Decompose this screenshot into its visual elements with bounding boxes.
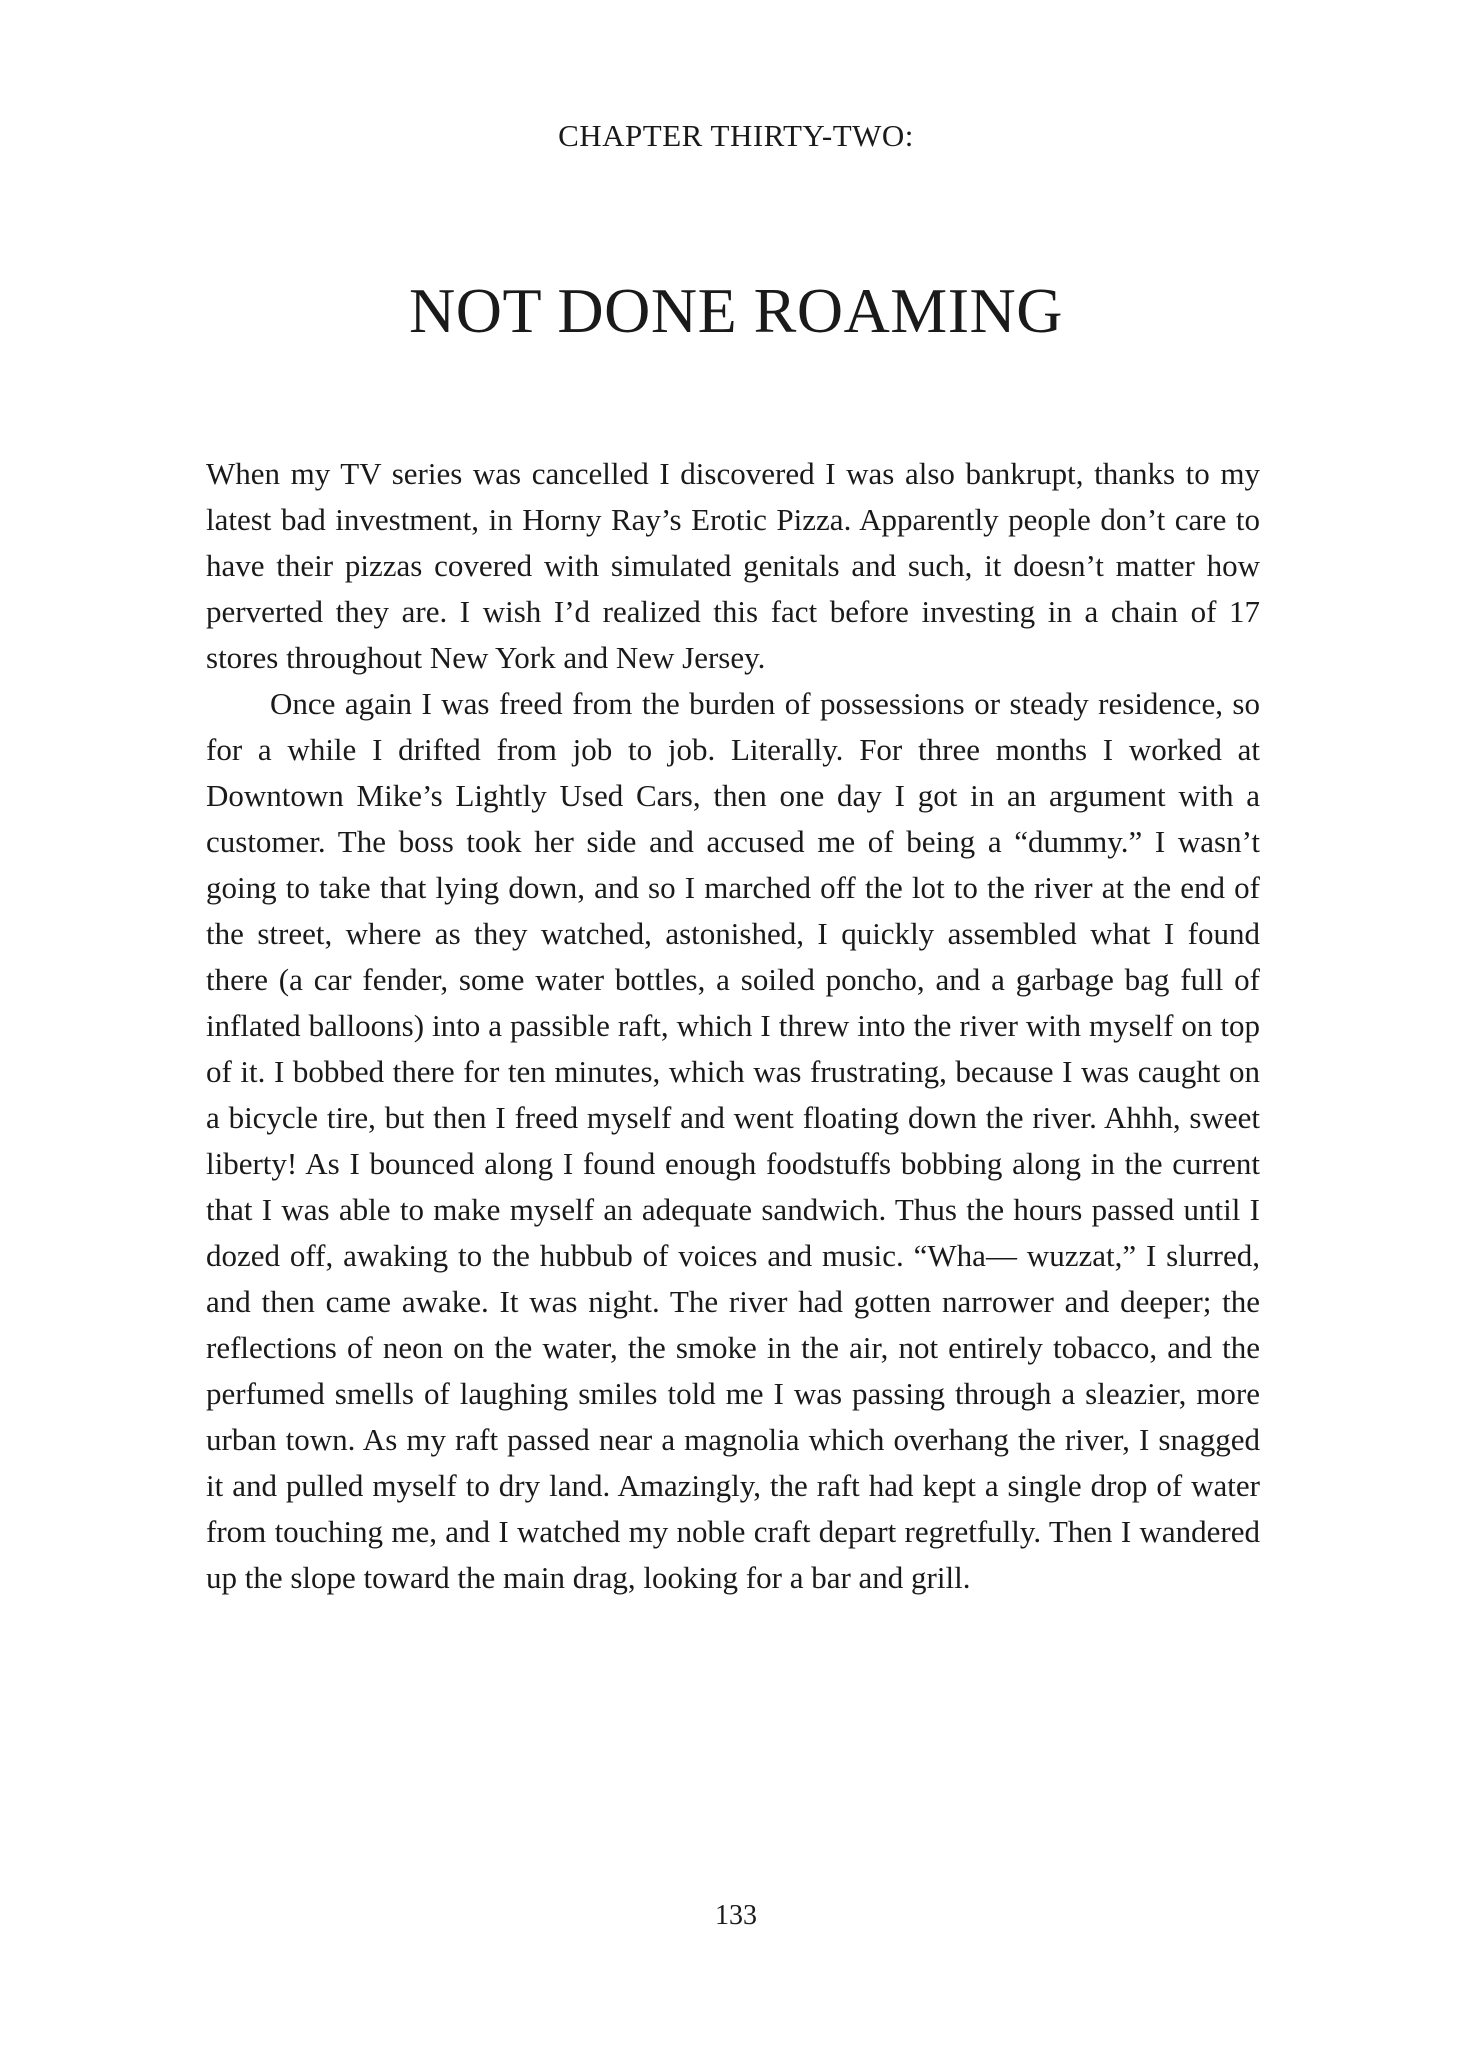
page-number: 133: [715, 1900, 757, 1931]
body-text: [206, 451, 1260, 1601]
chapter-label: CHAPTER THIRTY-TWO:: [558, 118, 914, 153]
chapter-title: NOT DONE ROAMING: [409, 275, 1063, 346]
paragraph-1: When my TV series was cancelled I discovered I was also bankrupt, thanks to my latest bad investment, in Horny Ray’s Erotic Pizza. Apparently people don’t care to have their pizzas covered with simulated genitals and such, it doesn’t matter how perverted they are. I wish I’d realized this fact before investing in a chain of 17 stores throughout New York and New Jersey.: [206, 456, 1260, 675]
paragraph-2: Once again I was freed from the burden of possessions or steady residence, so for a while I drifted from job to job. Literally. For three months I worked at Downtown Mike’s Lightly Used Cars, then one day I got in an argument with a customer. The boss took her side and accused me of being a “dummy.” I wasn’t going to take that lying down, and so I marched off the lot to the river at the end of the street, where as they watched, astonished, I quickly assembled what I found there (a car fender, some water bottles, a soiled poncho, and a garbage bag full of inflated balloons) into a passible raft, which I threw into the river with myself on top of it. I bobbed there for ten minutes, which was frustrating, because I was caught on a bicycle tire, but then I freed myself and went floating down the river. Ahhh, sweet liberty! As I bounced along I found enough foodstuffs bobbing along in the current that I was able to make myself an adequate sandwich. Thus the hours passed until I dozed off, awaking to the hubbub of voices and music. “Wha— wuzzat,” I slurred, and then came awake. It was night. The river had gotten narrower and deeper; the reflections of neon on the water, the smoke in the air, not entirely tobacco, and the perfumed smells of laughing smiles told me I was passing through a sleazier, more urban town. As my raft passed near a magnolia which overhang the river, I snagged it and pulled myself to dry land. Amazingly, the raft had kept a single drop of water from touching me, and I watched my noble craft depart regretfully. Then I wandered up the slope toward the main drag, looking for a bar and grill.: [206, 686, 1260, 1595]
